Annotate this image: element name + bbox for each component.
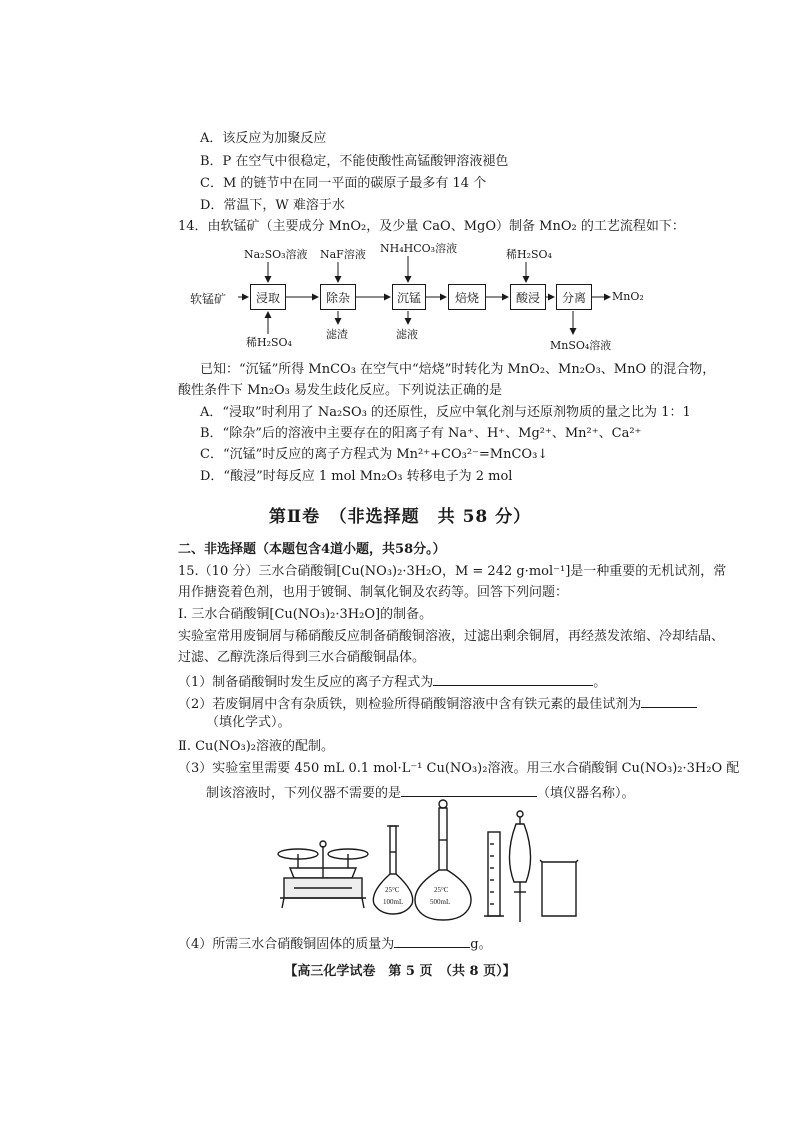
q13-option-a: A．该反应为加聚反应 [200,131,327,146]
waste-residue: 滤渣 [326,328,348,341]
q15-sub2-text: （2）若废铜屑中含有杂质铁，则检验所得硝酸铜溶液中含有铁元素的最佳试剂为 [178,697,642,712]
product-mnso4: MnSO₄溶液 [550,339,612,352]
flow-start-label: 软锰矿 [190,292,227,306]
q14-known-2: 酸性条件下 Mn₂O₃ 易发生歧化反应。下列说法正确的是 [178,383,503,398]
section2-heading: 二、非选择题（本题包含4道小题，共58分。） [178,542,446,557]
product-mno2: MnO₂ [612,290,644,303]
q15-part2-title: Ⅱ. Cu(NO₃)₂溶液的配制。 [178,739,335,754]
q14-option-a: A．“浸取”时利用了 Na₂SO₃ 的还原性，反应中氧化剂与还原剂物质的量之比为 1：1 [200,405,691,420]
q15-sub3-end: （填仪器名称）。 [537,786,635,801]
q15-sub2-blank[interactable] [641,693,697,708]
flow-box-separation: 分离 [556,284,592,310]
q14-stem: 14．由软锰矿（主要成分 MnO₂，及少量 CaO、MgO）制备 MnO₂ 的工艺流程如下： [178,219,685,234]
q15-part1-desc1: 实验室常用废铜屑与稀硝酸反应制备硝酸铜溶液，过滤出剩余铜屑，再经蒸发浓缩、冷却结晶、 [178,629,725,644]
waste-filtrate: 滤液 [396,328,418,341]
q15-sub4-end: g。 [470,937,492,952]
q15-sub3-text: 制该溶液时，下列仪器不需要的是 [206,786,402,801]
q15-sub1-end: 。 [593,675,607,690]
q14-known-1: 已知：“沉锰”所得 MnCO₃ 在空气中“焙烧”时转化为 MnO₂、Mn₂O₃、MnO 的混合物， [200,362,716,377]
q13-option-b: B．P 在空气中很稳定，不能使酸性高锰酸钾溶液褪色 [200,154,509,169]
separatory-funnel-icon [509,811,530,922]
flow-box-acid-leaching: 酸浸 [510,284,546,310]
instrument-figure [270,796,590,926]
q15-sub1-text: （1）制备硝酸铜时发生反应的离子方程式为 [178,675,434,690]
part2-title: 第Ⅱ卷 （非选择题 共 58 分） [268,507,532,527]
page-footer: 【高三化学试卷 第 5 页 （共 8 页）】 [284,964,516,979]
reagent-h2so4-top: 稀H₂SO₄ [506,248,552,261]
q15-sub4 [178,933,492,954]
flow-box-leaching: 浸取 [250,284,286,310]
reagent-naf: NaF溶液 [320,248,366,261]
q14-option-b: B．“除杂”后的溶液中主要存在的阳离子有 Na⁺、H⁺、Mg²⁺、Mn²⁺、Ca²⁺ [200,426,642,441]
q15-sub2 [178,693,697,714]
flask1-temp: 25°C [385,886,400,894]
q15-part1-desc2: 过滤、乙醇洗涤后得到三水合硝酸铜晶体。 [178,650,426,665]
q14-option-c: C．“沉锰”时反应的离子方程式为 Mn²⁺+CO₃²⁻=MnCO₃↓ [200,447,549,462]
flask2-volume: 500mL [430,898,451,906]
q13-option-d: D．常温下，W 难溶于水 [200,198,345,213]
flask1-volume: 100mL [383,898,404,906]
q15-sub2-cont: （填化学式）。 [206,715,291,730]
reagent-nh4hco3: NH₄HCO₃溶液 [380,242,458,255]
q15-line2: 用作搪瓷着色剂，也用于镀铜、制氧化铜及农药等。回答下列问题： [178,585,569,600]
q15-sub4-blank[interactable] [394,933,470,948]
q15-sub1-blank[interactable] [433,671,593,686]
graduated-cylinder-icon [484,832,504,916]
reagent-h2so4-bottom: 稀H₂SO₄ [246,336,292,349]
flow-box-roasting: 焙烧 [448,284,486,310]
flask2-temp: 25°C [434,886,449,894]
balance-icon [278,841,368,908]
flow-box-mn-precipitation: 沉锰 [392,284,426,310]
q15-sub3-blank[interactable] [401,782,537,797]
q15-part1-title: Ⅰ. 三水合硝酸铜[Cu(NO₃)₂·3H₂O]的制备。 [178,607,433,622]
q14-option-d: D．“酸浸”时每反应 1 mol Mn₂O₃ 转移电子为 2 mol [200,469,513,484]
q15-line1: 15.（10 分）三水合硝酸铜[Cu(NO₃)₂·3H₂O，M = 242 g·mol⁻¹]是一种重要的无机试剂，常 [178,564,727,579]
q13-option-c: C．M 的链节中在同一平面的碳原子最多有 14 个 [200,176,487,191]
q15-sub1 [178,671,606,692]
q15-sub3: （3）实验室里需要 450 mL 0.1 mol·L⁻¹ Cu(NO₃)₂溶液。用三水合硝酸铜 Cu(NO₃)₂·3H₂O 配 [178,761,740,776]
q15-sub4-text: （4）所需三水合硝酸铜固体的质量为 [178,937,395,952]
flow-box-impurity-removal: 除杂 [320,284,356,310]
reagent-na2so3: Na₂SO₃溶液 [244,248,308,261]
beaker-icon [540,860,578,916]
instrument-drawings [270,796,590,926]
